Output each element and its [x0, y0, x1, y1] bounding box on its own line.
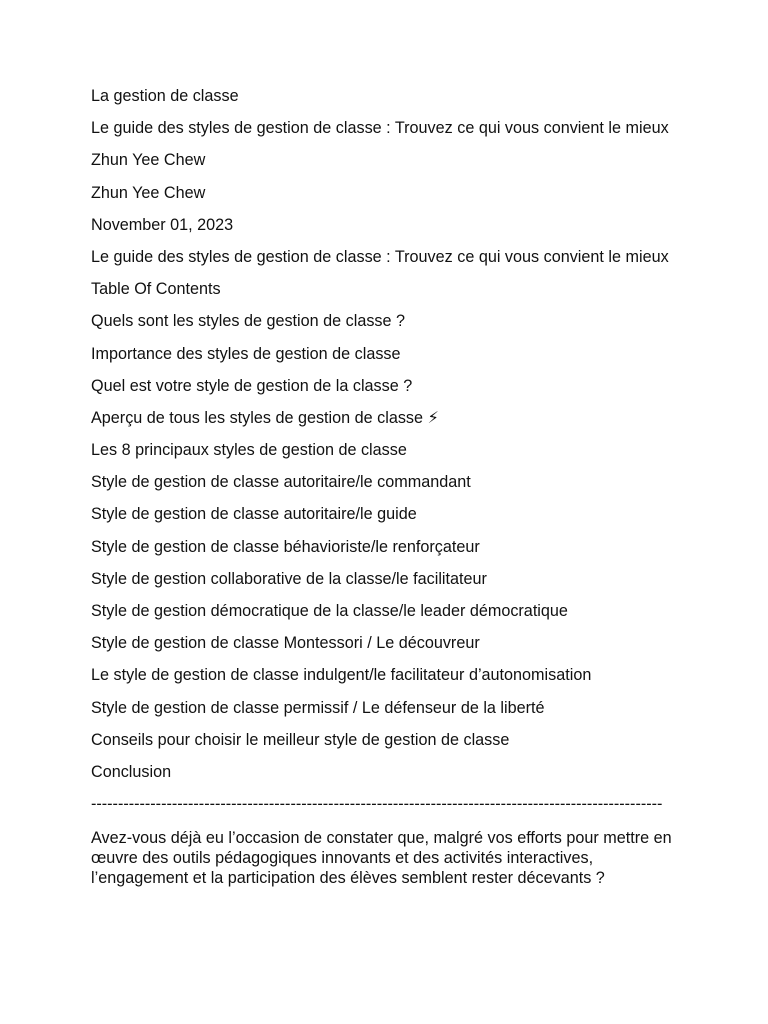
document-page [91, 86, 691, 888]
toc-item: Le style de gestion de classe indulgent/le facilitateur d’autonomisation [91, 666, 592, 685]
intro-paragraph: Avez-vous déjà eu l’occasion de constater que, malgré vos efforts pour mettre en œuvre des outils pédagogiques innovants et des activités interactives, l’engagement et la participation des élèves semblent rester décevants ? [91, 829, 672, 888]
toc-item: Style de gestion de classe Montessori / Le découvreur [91, 634, 480, 653]
toc-item: Conseils pour choisir le meilleur style de gestion de classe [91, 730, 510, 749]
author-name: Zhun Yee Chew [91, 183, 206, 202]
document-subtitle: Le guide des styles de gestion de classe : Trouvez ce qui vous convient le mieux [91, 119, 669, 138]
toc-item: Quel est votre style de gestion de la classe ? [91, 376, 413, 395]
toc-item: Style de gestion de classe permissif / Le défenseur de la liberté [91, 698, 545, 717]
toc-item: Quels sont les styles de gestion de classe ? [91, 312, 406, 331]
author-name: Zhun Yee Chew [91, 151, 206, 170]
toc-item: Les 8 principaux styles de gestion de classe [91, 441, 407, 460]
toc-item: Importance des styles de gestion de classe [91, 344, 401, 363]
toc-item: Style de gestion démocratique de la classe/le leader démocratique [91, 602, 568, 620]
toc-item: Style de gestion de classe autoritaire/le guide [91, 505, 417, 524]
article-heading: Le guide des styles de gestion de classe : Trouvez ce qui vous convient le mieux [91, 247, 669, 266]
toc-item: Style de gestion collaborative de la classe/le facilitateur [91, 569, 487, 588]
section-divider: ---------------------------------------------------------------------------------------------------------- [91, 795, 663, 814]
publish-date: November 01, 2023 [91, 215, 234, 234]
toc-item: Style de gestion de classe béhavioriste/le renforçateur [91, 537, 480, 556]
toc-item: Style de gestion de classe autoritaire/le commandant [91, 473, 471, 492]
toc-heading: Table Of Contents [91, 280, 221, 299]
toc-item: Aperçu de tous les styles de gestion de classe ⚡ [91, 408, 439, 427]
toc-item: Conclusion [91, 762, 172, 781]
document-title: La gestion de classe [91, 87, 239, 105]
